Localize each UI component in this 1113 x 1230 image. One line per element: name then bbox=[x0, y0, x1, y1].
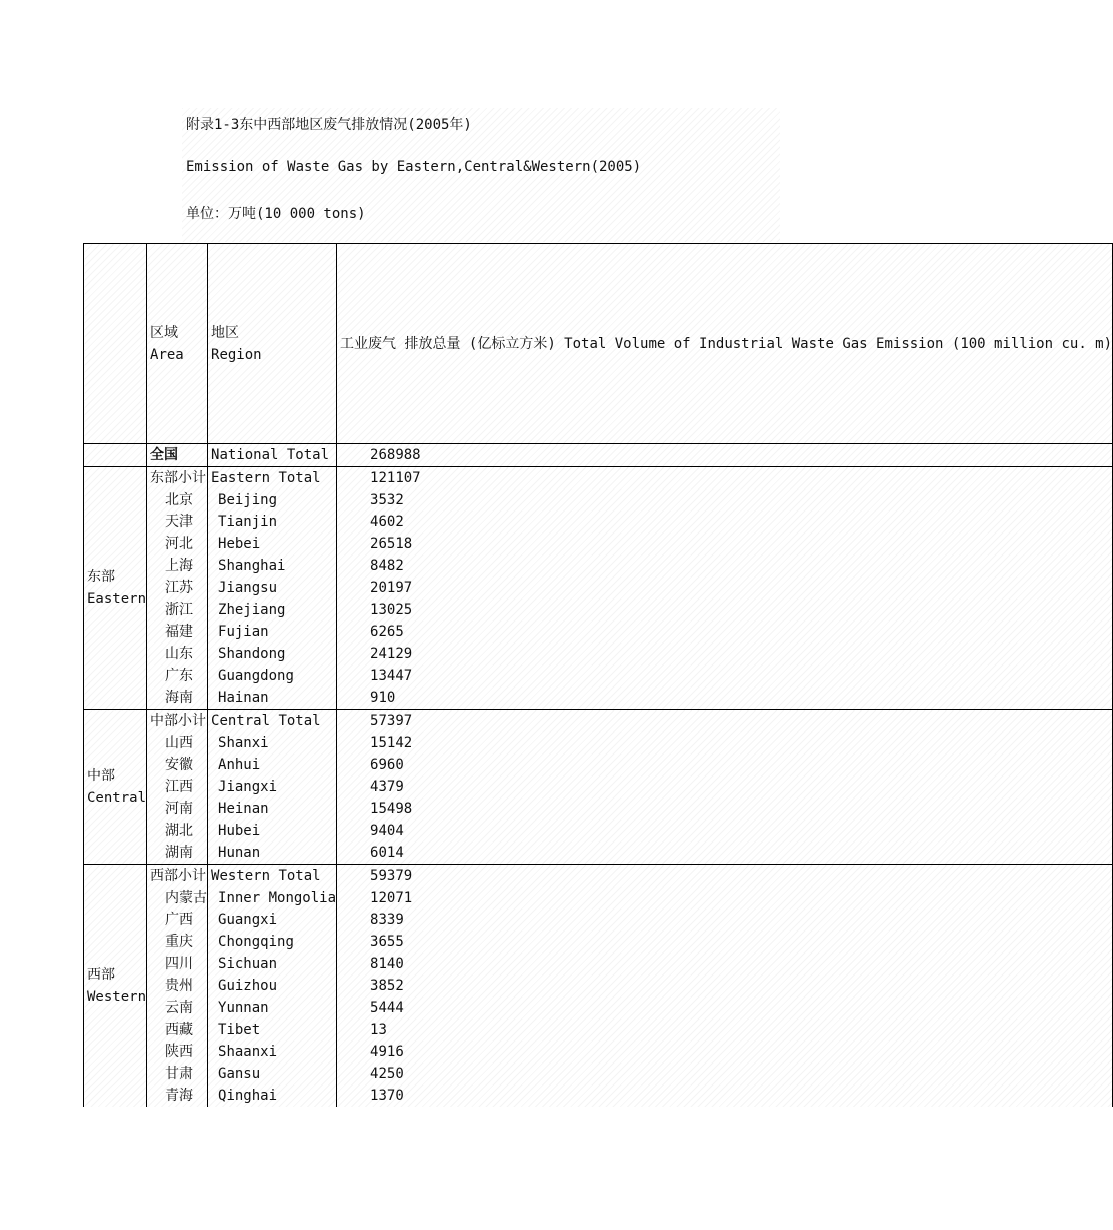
province-en: Chongqing bbox=[208, 931, 337, 953]
header-blank-cell bbox=[84, 244, 147, 444]
province-value: 12071 bbox=[337, 887, 1113, 909]
zone-label-cell bbox=[84, 467, 147, 710]
unit-label: 单位：万吨(10 000 tons) bbox=[186, 206, 366, 222]
table-row bbox=[84, 599, 1113, 621]
province-en: Fujian bbox=[208, 621, 337, 643]
province-cn: 内蒙古 bbox=[147, 887, 208, 909]
province-en: Inner Mongolia bbox=[208, 887, 337, 909]
province-value: 8482 bbox=[337, 555, 1113, 577]
province-value: 15142 bbox=[337, 732, 1113, 754]
province-en: Guangdong bbox=[208, 665, 337, 687]
subtotal-row bbox=[84, 710, 1113, 733]
province-en: Anhui bbox=[208, 754, 337, 776]
province-value: 910 bbox=[337, 687, 1113, 710]
province-value: 9404 bbox=[337, 820, 1113, 842]
subtotal-row bbox=[84, 865, 1113, 888]
province-value: 5444 bbox=[337, 997, 1113, 1019]
table-row bbox=[84, 1019, 1113, 1041]
table-row bbox=[84, 511, 1113, 533]
emission-table-body bbox=[84, 244, 1113, 1108]
title-cn: 附录1-3东中西部地区废气排放情况(2005年) bbox=[186, 117, 472, 133]
province-value: 3532 bbox=[337, 489, 1113, 511]
table-row bbox=[84, 577, 1113, 599]
province-en: Zhejiang bbox=[208, 599, 337, 621]
province-en: Shandong bbox=[208, 643, 337, 665]
table-row bbox=[84, 643, 1113, 665]
province-en: Tibet bbox=[208, 1019, 337, 1041]
province-cn: 山东 bbox=[147, 643, 208, 665]
province-cn: 山西 bbox=[147, 732, 208, 754]
national-cn: 全国 bbox=[147, 444, 208, 467]
province-cn: 西藏 bbox=[147, 1019, 208, 1041]
national-blank-cell bbox=[84, 444, 147, 467]
subtotal-en: Central Total bbox=[208, 710, 337, 733]
subtotal-en: Western Total bbox=[208, 865, 337, 888]
province-cn: 广东 bbox=[147, 665, 208, 687]
province-en: Hunan bbox=[208, 842, 337, 865]
province-cn: 广西 bbox=[147, 909, 208, 931]
header-region-en: Region bbox=[211, 346, 262, 363]
province-cn: 云南 bbox=[147, 997, 208, 1019]
province-value: 4602 bbox=[337, 511, 1113, 533]
table-row bbox=[84, 909, 1113, 931]
province-value: 1370 bbox=[337, 1085, 1113, 1107]
zone-label-cell bbox=[84, 865, 147, 1108]
table-row bbox=[84, 732, 1113, 754]
table-row bbox=[84, 754, 1113, 776]
province-value: 3852 bbox=[337, 975, 1113, 997]
header-area-cn: 区域 bbox=[150, 324, 179, 341]
province-value: 13 bbox=[337, 1019, 1113, 1041]
table-row bbox=[84, 842, 1113, 865]
header-value-cell: 工业废气 排放总量 (亿标立方米) Total Volume of Industrial Waste Gas Emission (100 million cu. m) bbox=[337, 244, 1113, 444]
province-value: 8339 bbox=[337, 909, 1113, 931]
table-row bbox=[84, 687, 1113, 710]
province-cn: 北京 bbox=[147, 489, 208, 511]
zone-label-cell bbox=[84, 710, 147, 865]
province-cn: 湖北 bbox=[147, 820, 208, 842]
header-area-cell bbox=[147, 244, 208, 444]
table-row bbox=[84, 555, 1113, 577]
table-row bbox=[84, 798, 1113, 820]
header-region-cn: 地区 bbox=[211, 324, 240, 341]
title-block bbox=[182, 108, 780, 242]
province-cn: 江西 bbox=[147, 776, 208, 798]
table-row bbox=[84, 489, 1113, 511]
province-cn: 天津 bbox=[147, 511, 208, 533]
province-cn: 河北 bbox=[147, 533, 208, 555]
province-value: 4916 bbox=[337, 1041, 1113, 1063]
province-en: Hebei bbox=[208, 533, 337, 555]
table-row bbox=[84, 931, 1113, 953]
zone-label: 西部 Western bbox=[87, 967, 147, 1005]
subtotal-cn: 东部小计 bbox=[147, 467, 208, 490]
province-en: Sichuan bbox=[208, 953, 337, 975]
province-value: 4250 bbox=[337, 1063, 1113, 1085]
province-cn: 江苏 bbox=[147, 577, 208, 599]
province-en: Shanghai bbox=[208, 555, 337, 577]
province-en: Tianjin bbox=[208, 511, 337, 533]
province-value: 6265 bbox=[337, 621, 1113, 643]
province-cn: 湖南 bbox=[147, 842, 208, 865]
province-cn: 四川 bbox=[147, 953, 208, 975]
subtotal-cn: 西部小计 bbox=[147, 865, 208, 888]
header-area-en: Area bbox=[150, 346, 184, 363]
province-value: 15498 bbox=[337, 798, 1113, 820]
province-cn: 河南 bbox=[147, 798, 208, 820]
province-value: 8140 bbox=[337, 953, 1113, 975]
province-value: 13447 bbox=[337, 665, 1113, 687]
province-en: Gansu bbox=[208, 1063, 337, 1085]
province-en: Shanxi bbox=[208, 732, 337, 754]
province-cn: 安徽 bbox=[147, 754, 208, 776]
province-cn: 贵州 bbox=[147, 975, 208, 997]
province-en: Jiangxi bbox=[208, 776, 337, 798]
table-row bbox=[84, 887, 1113, 909]
title-en: Emission of Waste Gas by Eastern,Central&Western(2005) bbox=[186, 159, 642, 175]
province-en: Guangxi bbox=[208, 909, 337, 931]
zone-label: 东部 Eastern bbox=[87, 569, 147, 607]
province-value: 24129 bbox=[337, 643, 1113, 665]
table-row bbox=[84, 665, 1113, 687]
province-value: 6960 bbox=[337, 754, 1113, 776]
header-region-cell bbox=[208, 244, 337, 444]
subtotal-en: Eastern Total bbox=[208, 467, 337, 490]
province-cn: 海南 bbox=[147, 687, 208, 710]
zone-label: 中部 Central bbox=[87, 768, 147, 806]
subtotal-value: 59379 bbox=[337, 865, 1113, 888]
province-en: Hainan bbox=[208, 687, 337, 710]
province-cn: 浙江 bbox=[147, 599, 208, 621]
province-en: Beijing bbox=[208, 489, 337, 511]
province-value: 13025 bbox=[337, 599, 1113, 621]
national-en: National Total bbox=[208, 444, 337, 467]
table-row bbox=[84, 953, 1113, 975]
province-en: Jiangsu bbox=[208, 577, 337, 599]
table-row bbox=[84, 997, 1113, 1019]
subtotal-value: 121107 bbox=[337, 467, 1113, 490]
table-row bbox=[84, 621, 1113, 643]
province-en: Hubei bbox=[208, 820, 337, 842]
emission-table bbox=[83, 243, 1113, 1107]
province-en: Guizhou bbox=[208, 975, 337, 997]
province-cn: 重庆 bbox=[147, 931, 208, 953]
province-value: 6014 bbox=[337, 842, 1113, 865]
subtotal-cn: 中部小计 bbox=[147, 710, 208, 733]
table-row bbox=[84, 975, 1113, 997]
province-cn: 上海 bbox=[147, 555, 208, 577]
national-row bbox=[84, 444, 1113, 467]
table-row bbox=[84, 820, 1113, 842]
table-row bbox=[84, 776, 1113, 798]
province-en: Yunnan bbox=[208, 997, 337, 1019]
province-en: Heinan bbox=[208, 798, 337, 820]
header-row bbox=[84, 244, 1113, 444]
national-value: 268988 bbox=[337, 444, 1113, 467]
province-en: Qinghai bbox=[208, 1085, 337, 1107]
province-cn: 陕西 bbox=[147, 1041, 208, 1063]
province-cn: 青海 bbox=[147, 1085, 208, 1107]
province-cn: 甘肃 bbox=[147, 1063, 208, 1085]
province-value: 26518 bbox=[337, 533, 1113, 555]
table-row bbox=[84, 1041, 1113, 1063]
province-value: 20197 bbox=[337, 577, 1113, 599]
table-row bbox=[84, 1085, 1113, 1107]
subtotal-row bbox=[84, 467, 1113, 490]
table-row bbox=[84, 533, 1113, 555]
subtotal-value: 57397 bbox=[337, 710, 1113, 733]
province-value: 4379 bbox=[337, 776, 1113, 798]
province-value: 3655 bbox=[337, 931, 1113, 953]
table-row bbox=[84, 1063, 1113, 1085]
province-en: Shaanxi bbox=[208, 1041, 337, 1063]
province-cn: 福建 bbox=[147, 621, 208, 643]
